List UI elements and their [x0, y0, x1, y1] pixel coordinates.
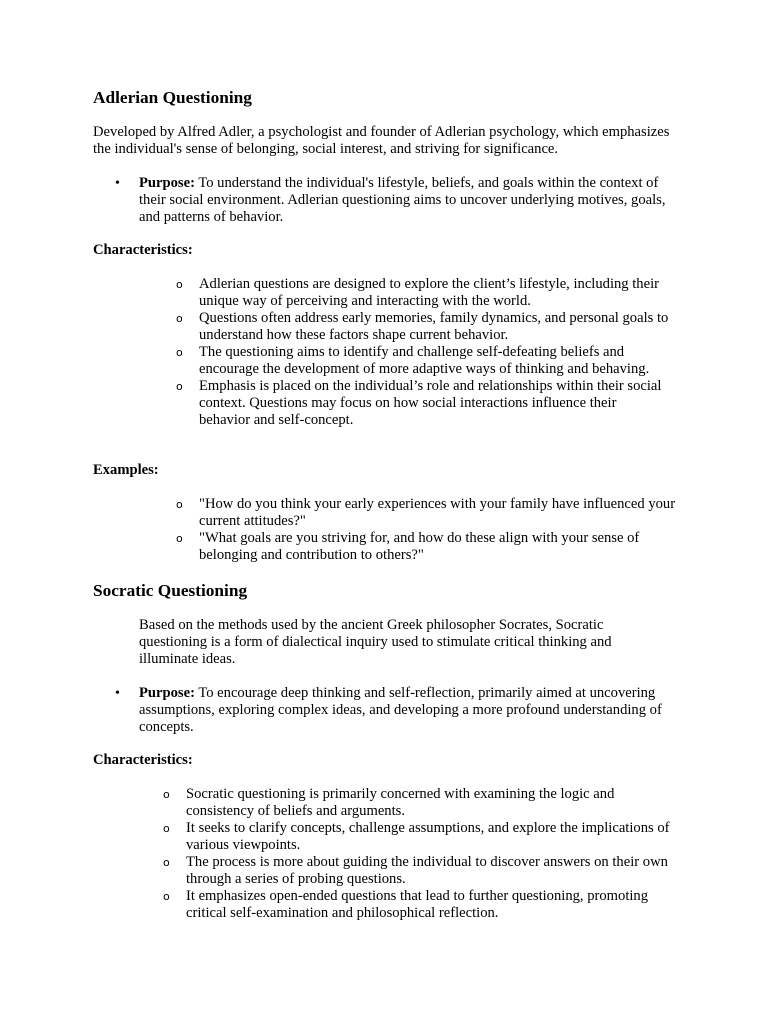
- circle-marker: o: [176, 278, 183, 291]
- list-item: [176, 310, 669, 344]
- list-item-text: "What goals are you striving for, and how do these align with your sense of belonging and contribution to others?": [199, 530, 640, 563]
- circle-marker: o: [163, 822, 170, 835]
- circle-marker: o: [163, 856, 170, 869]
- circle-marker: o: [176, 312, 183, 325]
- list-item-text: Adlerian questions are designed to explore the client’s lifestyle, including their unique way of perceiving and interacting with the world.: [199, 276, 659, 309]
- list-item: [176, 378, 669, 429]
- list-item: [163, 786, 676, 820]
- list-item: [176, 344, 669, 378]
- socratic-purpose-label: Purpose:: [139, 685, 195, 701]
- list-item-text: Socratic questioning is primarily concerned with examining the logic and consistency of beliefs and arguments.: [186, 786, 615, 819]
- list-item: [163, 854, 676, 888]
- adlerian-characteristics-list: [176, 276, 669, 429]
- circle-marker: o: [176, 380, 183, 393]
- socratic-intro: Based on the methods used by the ancient Greek philosopher Socrates, Socratic questioning is a form of dialectical inquiry used to stimulate critical thinking and illuminate ideas.: [139, 617, 612, 667]
- list-item: [176, 496, 684, 530]
- socratic-characteristics-heading: Characteristics:: [93, 752, 193, 768]
- socratic-purpose: [115, 685, 669, 736]
- list-item-text: The process is more about guiding the individual to discover answers on their own through a series of probing questions.: [186, 854, 668, 887]
- circle-marker: o: [176, 346, 183, 359]
- bullet-marker: •: [115, 176, 120, 191]
- adlerian-purpose-label: Purpose:: [139, 175, 195, 191]
- adlerian-purpose: [115, 175, 684, 226]
- list-item: [163, 820, 676, 854]
- list-item-text: Questions often address early memories, family dynamics, and personal goals to understand how these factors shape current behavior.: [199, 310, 669, 343]
- adlerian-characteristics-heading: Characteristics:: [93, 242, 193, 258]
- circle-marker: o: [176, 498, 183, 511]
- socratic-heading: Socratic Questioning: [93, 581, 248, 600]
- list-item: [176, 276, 669, 310]
- adlerian-intro: Developed by Alfred Adler, a psychologist and founder of Adlerian psychology, which emphasizes the individual's sense of belonging, social interest, and striving for significance.: [93, 124, 670, 157]
- list-item-text: It seeks to clarify concepts, challenge assumptions, and explore the implications of various viewpoints.: [186, 820, 670, 853]
- socratic-characteristics-list: [163, 786, 676, 922]
- circle-marker: o: [176, 532, 183, 545]
- circle-marker: o: [163, 788, 170, 801]
- list-item: [163, 888, 676, 922]
- list-item: [176, 530, 684, 564]
- list-item-text: "How do you think your early experiences with your family have influenced your current attitudes?": [199, 496, 676, 529]
- list-item-text: The questioning aims to identify and challenge self-defeating beliefs and encourage the development of more adaptive ways of thinking and behaving.: [199, 344, 650, 377]
- circle-marker: o: [163, 890, 170, 903]
- adlerian-examples-list: [176, 496, 684, 564]
- adlerian-heading: Adlerian Questioning: [93, 88, 252, 107]
- list-item-text: It emphasizes open-ended questions that lead to further questioning, promoting critical self-examination and philosophical reflection.: [186, 888, 649, 921]
- adlerian-examples-heading: Examples:: [93, 462, 159, 478]
- bullet-marker: •: [115, 686, 120, 701]
- adlerian-purpose-text: To understand the individual's lifestyle, beliefs, and goals within the context of their social environment. Adlerian questioning aims to uncover underlying motives, goals, and patterns of behavior.: [139, 175, 666, 225]
- list-item-text: Emphasis is placed on the individual’s role and relationships within their social context. Questions may focus on how social interactions influence their behavior and self-concept.: [199, 378, 662, 428]
- socratic-purpose-text: To encourage deep thinking and self-reflection, primarily aimed at uncovering assumptions, exploring complex ideas, and developing a more profound understanding of concepts.: [139, 685, 662, 735]
